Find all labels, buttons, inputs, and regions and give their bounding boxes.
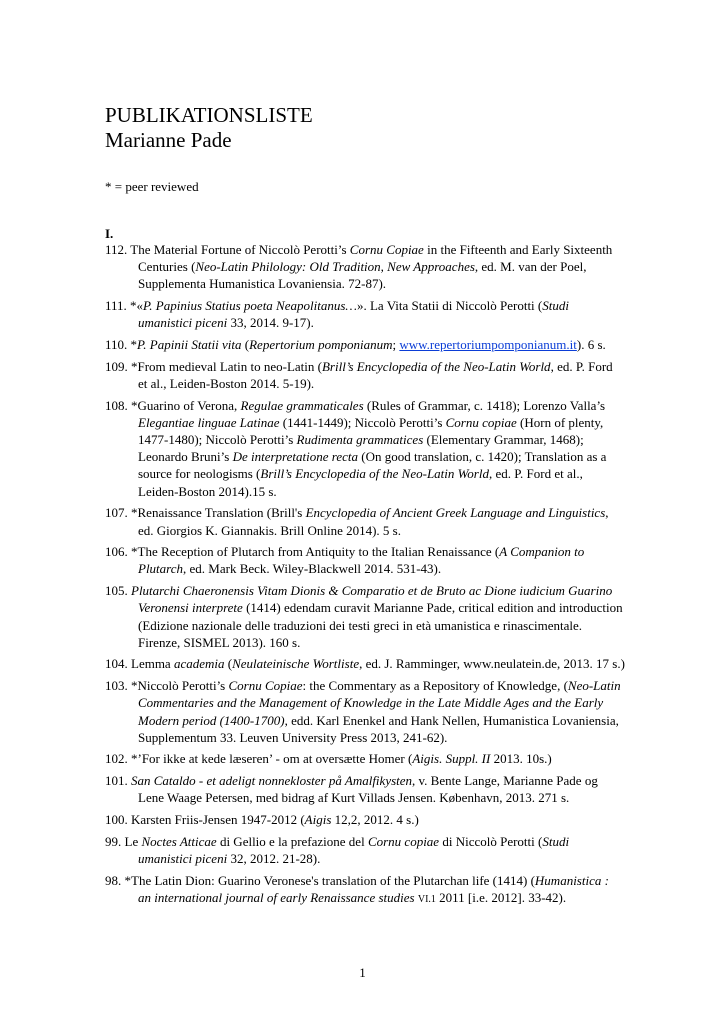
italic-title: Humanistica : an international journal of early Renaissance studies — [138, 872, 609, 905]
publication-entry — [105, 833, 625, 867]
entry-text: (Rules of Grammar, c. 1418); Lorenzo Valla’s — [363, 397, 606, 413]
italic-title: Brill’s Encyclopedia of the Neo-Latin World — [321, 358, 551, 374]
publication-entry — [105, 772, 625, 806]
italic-title: Aigis. Suppl. II — [412, 751, 491, 767]
page-title: PUBLIKATIONSLISTE — [105, 103, 313, 127]
entry-text: 99. Le — [105, 833, 142, 849]
italic-title: Aigis — [304, 812, 332, 828]
italic-title: Cornu copiae — [445, 414, 517, 430]
publication-list — [105, 241, 625, 913]
section-label: I. — [105, 226, 114, 241]
entry-text: : the Commentary as a Repository of Knowledge, ( — [302, 678, 568, 694]
publication-entry — [105, 543, 625, 577]
publication-entry — [105, 397, 625, 500]
entry-text: 103. *Niccolò Perotti’s — [105, 678, 229, 694]
entry-text: , ed. Mark Beck. Wiley-Blackwell 2014. 531-43). — [183, 561, 442, 577]
italic-title: San Cataldo - et adeligt nonnekloster på Amalfikysten — [131, 773, 413, 789]
entry-text: 107. *Renaissance Translation (Brill's — [105, 505, 306, 521]
page-number: 1 — [359, 965, 366, 980]
italic-title: Studi umanistici piceni — [138, 833, 570, 866]
entry-text: ( — [224, 656, 233, 672]
entry-text: 2013. 10s.) — [490, 751, 552, 767]
entry-text: 109. *From medieval Latin to neo-Latin ( — [105, 358, 322, 374]
entry-text: 98. *The Latin Dion: Guarino Veronese's translation of the Plutarchan life (1414) ( — [105, 872, 535, 888]
publication-entry — [105, 750, 625, 767]
entry-text: 112. The Material Fortune of Niccolò Perotti’s — [105, 242, 350, 257]
author-name: Marianne Pade — [105, 128, 232, 152]
entry-text: 106. *The Reception of Plutarch from Antiquity to the Italian Renaissance ( — [105, 544, 500, 560]
publication-entry — [105, 811, 625, 828]
entry-text: 108. *Guarino of Verona, — [105, 397, 241, 413]
italic-title: Elegantiae linguae Latinae — [138, 414, 280, 430]
entry-text: ». La Vita Statii di Niccolò Perotti ( — [356, 298, 543, 314]
entry-text: , edd. Karl Enenkel and Hank Nellen, Humanistica Lovaniensia, Supplementum 33. Leuven University Press 2013, 241-62). — [138, 712, 619, 745]
entry-text: , v. Bente Lange, Marianne Pade og Lene Waage Petersen, med bidrag af Kurt Villads Jensen. København, 2013. 271 s. — [138, 773, 598, 806]
publication-entry — [105, 336, 625, 353]
volume-number: VI.1 — [417, 893, 436, 905]
entry-text: 12,2, 2012. 4 s.) — [331, 812, 419, 828]
italic-title: Rudimenta grammatices — [296, 432, 424, 448]
entry-text: 33, 2014. 9-17). — [227, 315, 314, 331]
entry-text: ( — [241, 337, 250, 353]
publication-entry — [105, 358, 625, 392]
italic-title: A Companion to Plutarch — [138, 544, 585, 577]
entry-text: in the Fifteenth and Early Sixteenth Centuries ( — [138, 242, 613, 275]
entry-text: , ed. Giorgios K. Giannakis. Brill Online 2014). 5 s. — [138, 505, 609, 538]
italic-title: academia — [173, 656, 225, 672]
italic-title: Noctes Atticae — [141, 833, 217, 849]
entry-text: (Elementary Grammar, 1468); Leonardo Bruni’s — [138, 432, 584, 465]
publication-entry — [105, 582, 625, 651]
italic-title: Studi umanistici piceni — [138, 298, 569, 331]
publication-entry — [105, 504, 625, 538]
entry-text: ; — [392, 337, 400, 353]
entry-text: ). 6 s. — [576, 337, 606, 353]
italic-title: Cornu copiae — [367, 833, 440, 849]
italic-title: P. Papinius Statius poeta Neapolitanus… — [143, 298, 357, 314]
italic-title: Regulae grammaticales — [240, 397, 364, 413]
entry-text: (On good translation, c. 1420); Translation as a source for neologisms ( — [138, 449, 607, 482]
publication-entry — [105, 297, 625, 331]
italic-title: Brill’s Encyclopedia of the Neo-Latin World — [260, 466, 489, 482]
entry-text: , ed. P. Ford et al., Leiden-Boston 2014. 5-19). — [138, 358, 613, 391]
entry-text: 110. * — [105, 337, 138, 353]
publication-entry — [105, 655, 625, 672]
entry-text: 105. — [105, 583, 131, 599]
entry-text: (1441-1449); Niccolò Perotti’s — [279, 414, 446, 430]
publication-entry — [105, 241, 625, 293]
entry-text: 111. *« — [105, 298, 144, 314]
entry-text: 32, 2012. 21-28). — [227, 851, 321, 866]
entry-text: 2011 [i.e. 2012]. 33-42). — [435, 889, 567, 905]
italic-title: Repertorium pomponianum — [249, 337, 393, 353]
entry-text: (Horn of plenty, 1477-1480); Niccolò Perotti’s — [138, 414, 604, 448]
italic-title: P. Papinii Statii vita — [137, 337, 242, 353]
italic-title: Cornu Copiae — [228, 678, 303, 694]
entry-text: di Niccolò Perotti ( — [439, 833, 543, 849]
italic-title: Encyclopedia of Ancient Greek Language and Linguistics — [305, 505, 606, 521]
entry-text: di Gellio e la prefazione del — [216, 833, 368, 849]
italic-title: Neo-Latin Philology: Old Tradition, New Approaches — [195, 259, 475, 275]
entry-text: , ed. M. van der Poel, Supplementa Humanistica Lovaniensia. 72-87). — [138, 259, 587, 292]
publication-entry — [105, 872, 625, 908]
italic-title: Cornu Copiae — [349, 242, 424, 257]
italic-title: Neo-Latin Commentaries and the Management of Knowledge in the Late Middle Ages and the Early Modern period (1400-1700) — [138, 678, 621, 728]
peer-review-note: * = peer reviewed — [105, 179, 199, 194]
entry-text: (1414) edendam curavit Marianne Pade, critical edition and introduction (Edizione nazionale delle traduzioni dei testi greci in età umanistica e rinascimentale. Firenze, SISMEL 2013). 160 s. — [138, 600, 623, 650]
italic-title: De interpretatione recta — [232, 449, 358, 465]
italic-title: Neulateinische Wortliste — [232, 656, 360, 672]
entry-text: 101. — [105, 773, 131, 789]
entry-text: 102. *’For ikke at kede læseren’ - om at oversætte Homer ( — [105, 751, 413, 767]
publication-entry — [105, 677, 625, 746]
entry-text: , ed. J. Ramminger, www.neulatein.de, 2013. 17 s.) — [359, 656, 625, 672]
italic-title: Plutarchi Chaeronensis Vitam Dionis & Comparatio et de Bruto ac Dione iudicium Guarino Veronensi interprete — [131, 583, 613, 616]
entry-text: 100. Karsten Friis-Jensen 1947-2012 ( — [105, 812, 305, 828]
entry-text: 104. Lemma — [105, 656, 174, 672]
entry-text: , ed. P. Ford et al., Leiden-Boston 2014).15 s. — [138, 466, 583, 499]
website-link[interactable]: www.repertoriumpomponianum.it — [399, 337, 577, 353]
